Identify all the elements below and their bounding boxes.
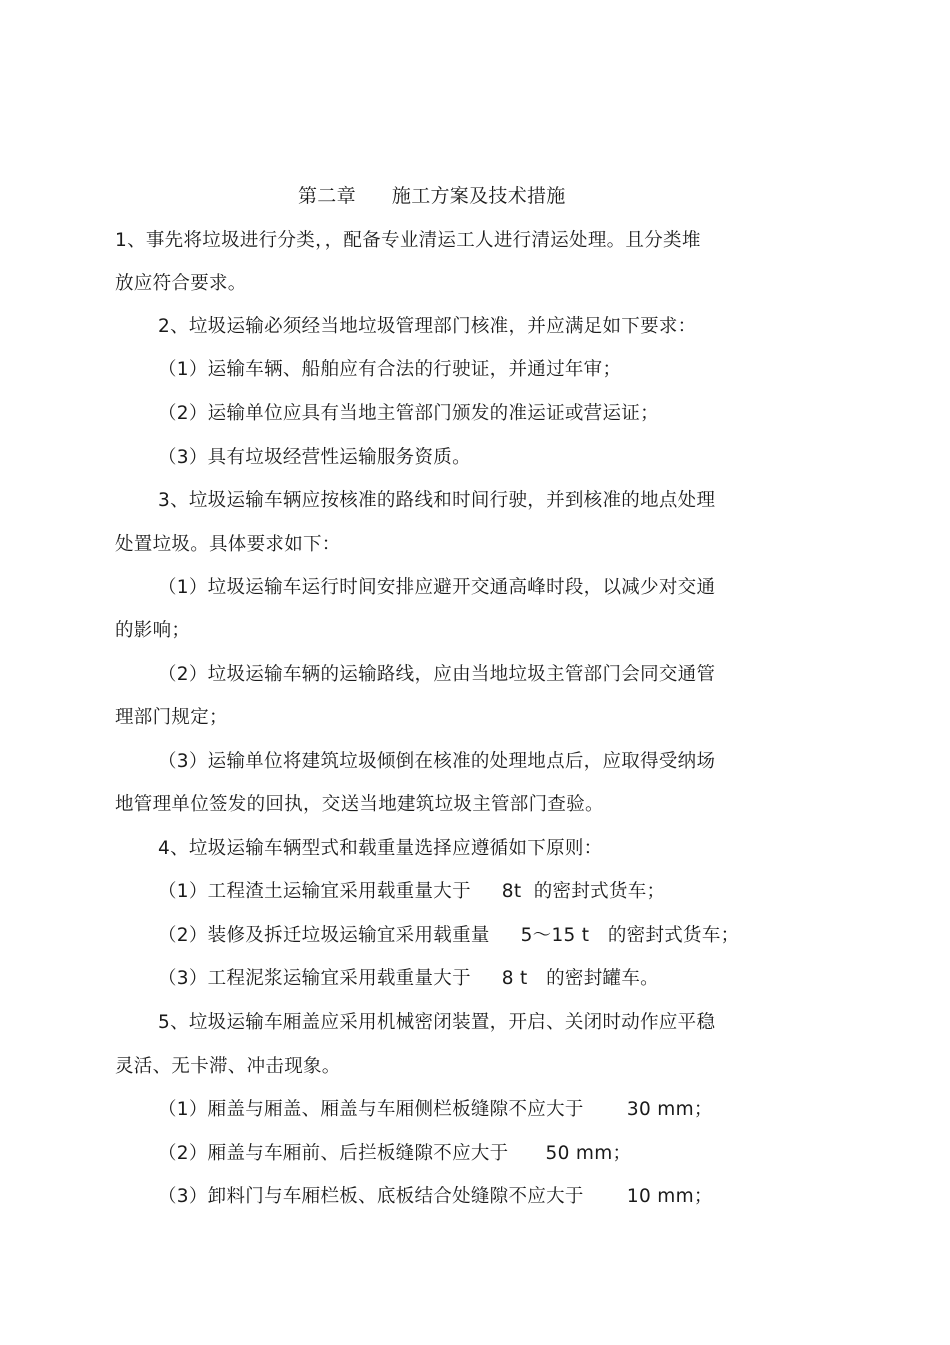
list-item: （1）垃圾运输车运行时间安排应避开交通高峰时段，以减少对交通 (158, 577, 716, 598)
paragraph-line: 1、事先将垃圾进行分类，，配备专业清运工人进行清运处理。且分类堆 (115, 230, 701, 251)
list-item: （1）工程渣土运输宜采用载重量大于 8t 的密封式货车； (158, 881, 666, 902)
paragraph-line: 灵活、无卡滞、冲击现象。 (115, 1056, 341, 1077)
list-item: （3）具有垃圾经营性运输服务资质。 (158, 447, 471, 468)
list-item: （3）卸料门与车厢栏板、底板结合处缝隙不应大于 10 mm； (158, 1186, 713, 1207)
paragraph-line: 的影响； (115, 620, 191, 641)
list-item: （1）厢盖与厢盖、厢盖与车厢侧栏板缝隙不应大于 30 mm； (158, 1099, 713, 1120)
list-item: （2）垃圾运输车辆的运输路线，应由当地垃圾主管部门会同交通管 (158, 664, 716, 685)
list-item: （2）厢盖与车厢前、后拦板缝隙不应大于 50 mm； (158, 1143, 632, 1164)
list-item: （2）装修及拆迁垃圾运输宜采用载重量 5～15 t 的密封式货车； (158, 925, 740, 946)
paragraph-line: 5、垃圾运输车厢盖应采用机械密闭装置，开启、关闭时动作应平稳 (158, 1012, 716, 1033)
chapter-title: 施工方案及技术措施 (391, 185, 566, 207)
paragraph-line: 3、垃圾运输车辆应按核准的路线和时间行驶，并到核准的地点处理 (158, 490, 716, 511)
chapter-label: 第二章 (298, 185, 356, 207)
list-item: （1）运输车辆、船舶应有合法的行驶证，并通过年审； (158, 359, 622, 380)
chapter-heading (298, 182, 566, 210)
paragraph-line: 地管理单位签发的回执，交送当地建筑垃圾主管部门查验。 (115, 794, 604, 815)
paragraph-line: 放应符合要求。 (115, 273, 247, 294)
paragraph-line: 2、垃圾运输必须经当地垃圾管理部门核准，并应满足如下要求： (158, 316, 697, 337)
list-item: （3）工程泥浆运输宜采用载重量大于 8 t 的密封罐车。 (158, 968, 659, 989)
list-item: （3）运输单位将建筑垃圾倾倒在核准的处理地点后，应取得受纳场 (158, 751, 716, 772)
list-item: （2）运输单位应具有当地主管部门颁发的准运证或营运证； (158, 403, 659, 424)
paragraph-line: 处置垃圾。具体要求如下： (115, 534, 341, 555)
paragraph-line: 4、垃圾运输车辆型式和载重量选择应遵循如下原则： (158, 838, 603, 859)
paragraph-line: 理部门规定； (115, 707, 228, 728)
